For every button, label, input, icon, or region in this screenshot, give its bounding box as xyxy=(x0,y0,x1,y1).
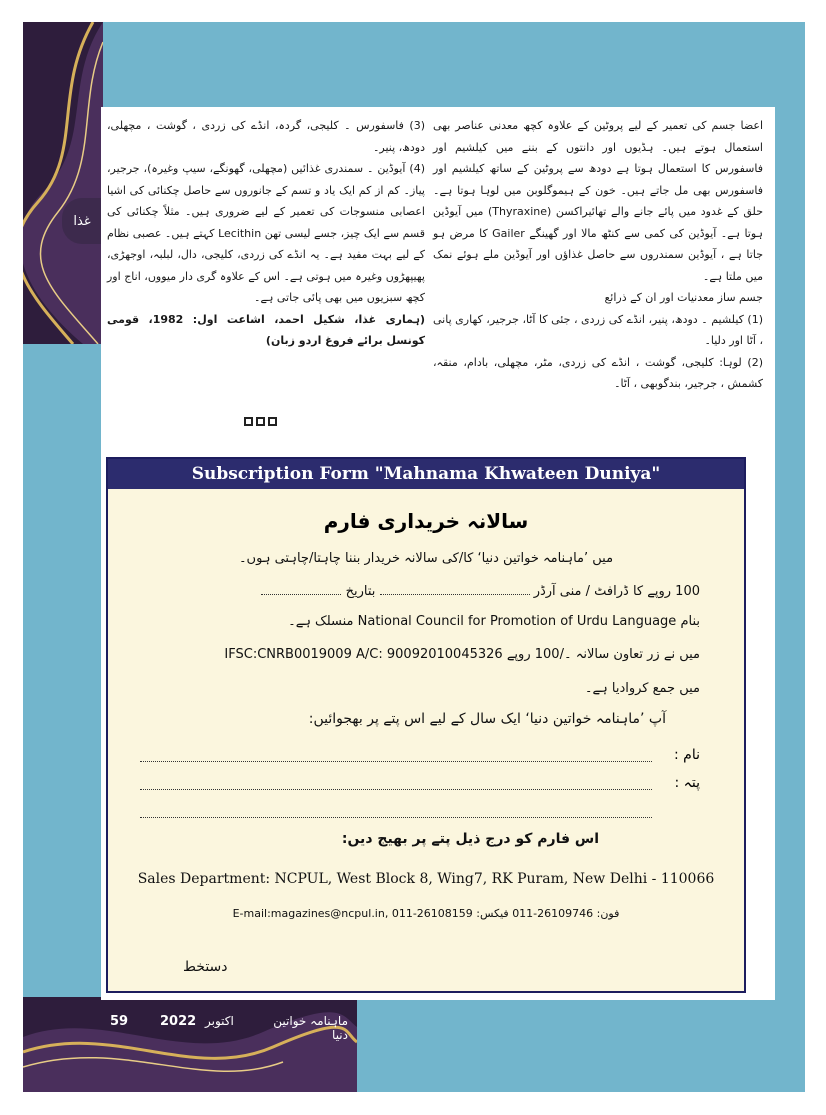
issue-year: 2022 xyxy=(160,1014,197,1029)
payee-prefix: بنام xyxy=(680,614,700,629)
form-title: سالانہ خریداری فارم xyxy=(323,509,529,533)
form-header: Subscription Form "Mahnama Khwateen Duniya" xyxy=(108,459,744,489)
send-text: آپ ’ماہنامہ خواتین دنیا‘ ایک سال کے لیے اس پتے پر بھجوائیں: xyxy=(308,711,666,727)
article-column-right xyxy=(433,115,763,395)
name-row xyxy=(140,747,700,767)
end-marks xyxy=(244,417,277,426)
paragraph: اعضا جسم کی تعمیر کے لیے پروٹین کے علاوہ کچھ معدنی عناصر بھی استعمال ہوتے ہیں۔ ہڈیوں اور دانتوں کے بننے میں کیلشیم اور فاسفورس کا استعمال ہوتا ہے دودھ سے پروٹین کے ساتھ کیلشیم اور فاسفورس بھی مل جاتے ہیں۔ خون کے ہیموگلوبن میں لوہا ہوتا ہے۔ حلق کے غدود میں پائے جانے والے تھائیراکسن (Thyraxine) میں آیوڈین ہوتا ہے۔ آیوڈین کی کمی سے کنٹھ مالا اور گھینگے Gailer کا مرض ہو جاتا ہے ، آیوڈین سمندروں سے حاصل غذاؤں اور آیوڈین ملے ہوئے نمک میں ملتا ہے۔ xyxy=(433,119,763,283)
fax-number: 011-26108159 xyxy=(391,907,473,920)
address-row xyxy=(140,775,700,795)
paragraph: (1) کیلشیم ۔ دودھ، پنیر، انڈے کی زردی ، جئی کا آٹا، جرجیر، کھاری پانی ، آٹا اور دلیا۔ xyxy=(433,312,763,347)
section-heading: جسم ساز معدنیات اور ان کے ذرائع xyxy=(604,291,763,304)
page-content xyxy=(101,107,775,1000)
paragraph: (3) فاسفورس ۔ کلیجی، گردہ، انڈے کی زردی ، گوشت ، مچھلی، دودھ، پنیر۔ xyxy=(107,119,425,154)
magazine-name: ماہنامہ خواتین دنیا xyxy=(273,1014,348,1042)
address-field[interactable] xyxy=(140,789,652,790)
fax-label: فیکس: xyxy=(476,907,509,920)
sales-address: Sales Department: NCPUL, West Block 8, Wing7, RK Puram, New Delhi - 110066 xyxy=(137,871,715,887)
council-name: National Council for Promotion of Urdu Language xyxy=(357,614,677,629)
payee-row xyxy=(288,614,700,629)
paragraph: (4) آیوڈین ۔ سمندری غذائیں (مچھلی، گھونگے، سیپ وغیرہ)، جرجیر، پیاز۔ کم از کم ایک یاد و تسم کے جانوروں سے حاصل چکنائی کی اشیا اعصابی منسوجات کی تعمیر کے لیے ضروری ہیں۔ مثلاً چکنائی کی قسم سے ایک چیز، جسے لیسی تھن Lecithin کہتے ہیں۔ عصبی نظام کے لیے بہت مفید ہے۔ یہ انڈے کی زردی، کلیجی، دال، لبلبہ، اوجھڑی، پھیپھڑوں وغیرہ میں ہوتی ہے۔ اس کے علاوہ گری دار میووں، اناج اور کچھ سبزیوں میں بھی پائی جاتی ہے۔ xyxy=(107,162,425,304)
draft-row xyxy=(261,584,700,599)
date-label: بتاریخ xyxy=(345,584,376,599)
signature-label: دستخط xyxy=(183,959,228,975)
page-number: 59 xyxy=(110,1014,129,1029)
email: E-mail:magazines@ncpul.in xyxy=(232,907,385,920)
phone-label: فون: xyxy=(596,907,620,920)
page-footer xyxy=(100,1014,348,1042)
issue-month: اکتوبر xyxy=(205,1014,234,1028)
draft-number-field[interactable] xyxy=(380,594,530,595)
account-label: A/C: xyxy=(356,647,383,662)
subscription-form xyxy=(106,457,746,993)
address-field-2[interactable] xyxy=(140,817,652,818)
article xyxy=(101,107,775,452)
payee-suffix: منسلک ہے۔ xyxy=(288,614,354,629)
bank-row xyxy=(140,647,700,662)
ifsc-code: IFSC:CNRB0019009 xyxy=(224,647,352,662)
deposit-text: میں جمع کروادیا ہے۔ xyxy=(584,681,700,696)
name-field[interactable] xyxy=(140,761,652,762)
contact-line: E-mail:magazines@ncpul.in, 011-26108159 فیکس: 011-26109746 فون: xyxy=(232,907,620,920)
phone-number: 011-26109746 xyxy=(512,907,594,920)
draft-text: روپے کا ڈرافٹ / منی آرڈر xyxy=(533,584,672,599)
address-label: پتہ : xyxy=(674,775,700,791)
draft-amount: 100 xyxy=(675,584,700,599)
side-tab-label: غذا xyxy=(62,198,102,244)
decorative-wave-bottom xyxy=(23,997,357,1092)
date-field[interactable] xyxy=(261,594,341,595)
fill-instruction: اس فارم کو درج ذیل پتے پر بھیج دیں: xyxy=(341,831,599,847)
account-number: 90092010045326 xyxy=(386,647,503,662)
bank-text: میں نے زر تعاون سالانہ ۔/100 روپے xyxy=(506,647,700,662)
article-column-left xyxy=(107,115,425,352)
decorative-wave-top xyxy=(23,22,103,344)
paragraph: (2) لوہا: کلیجی، گوشت ، انڈے کی زردی، مٹر، مچھلی، بادام، منقہ، کشمش ، جرجیر، بندگوبھی ، آٹا۔ xyxy=(433,355,763,390)
reference-citation: (ہماری غذا، شکیل احمد، اشاعت اول: 1982، قومی کونسل برائے فروغ اردو زبان) xyxy=(107,312,425,347)
form-intro: میں ’ماہنامہ خواتین دنیا‘ کا/کی سالانہ خریدار بننا چاہتا/چاہتی ہوں۔ xyxy=(238,551,614,566)
name-label: نام : xyxy=(674,747,700,763)
address-row-2 xyxy=(140,803,700,823)
